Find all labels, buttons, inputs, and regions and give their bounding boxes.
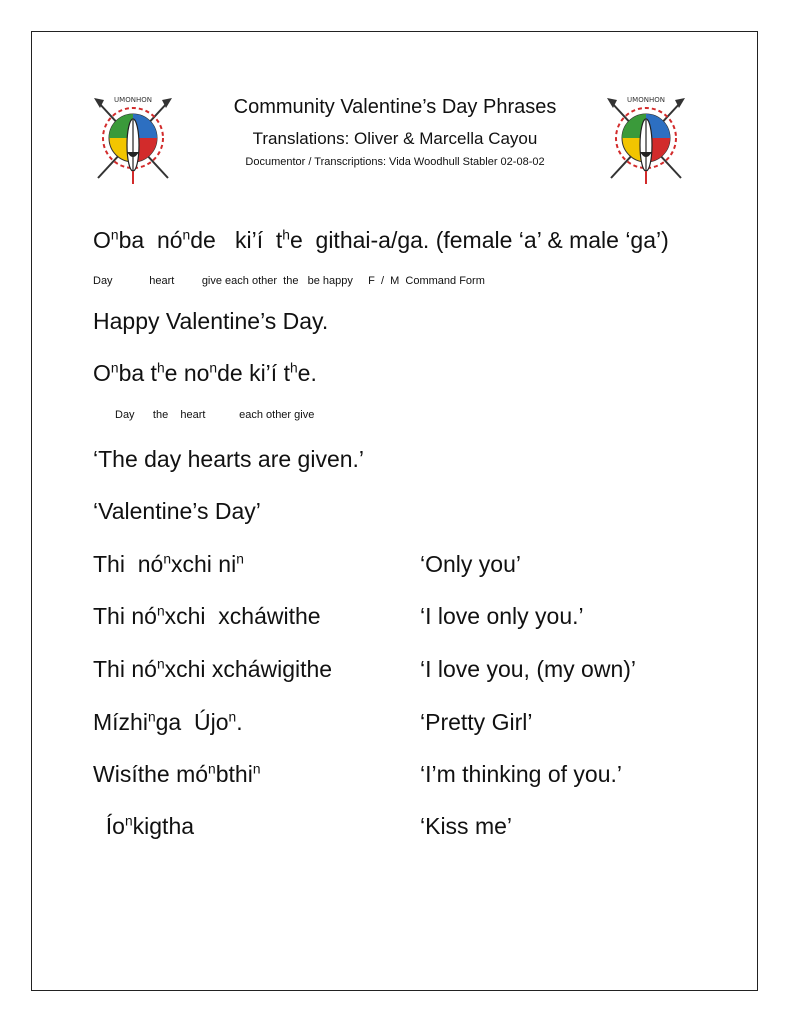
seal-text: UMONHON xyxy=(627,96,665,104)
phrase-omaha: Thi $nó^nxchi$ $ni^n$ xyxy=(93,551,244,577)
phrase-translation: ‘I’m thinking of you.’ xyxy=(420,761,622,787)
phrase-translation: ‘Pretty Girl’ xyxy=(420,709,533,735)
phrase-translation: ‘Only you’ xyxy=(420,551,521,577)
gloss-line-2: Day the heart each other give xyxy=(115,409,315,421)
document-title: Community Valentine’s Day Phrases xyxy=(233,96,557,118)
phrase-line-1: $O^nba$ $nó^nde$ ki’í $t^he$ githai-a/ga. (female ‘a’ & male ‘ga’) xyxy=(93,227,669,253)
gloss-line-1: Day heart give each other the be happy F / M Command Form xyxy=(93,275,485,287)
phrase-omaha: Thi $nó^nxchi$ xcháwigithe xyxy=(93,656,333,682)
day-hearts-given-line: ‘The day hearts are given.’ xyxy=(93,446,365,472)
documentor-credit: Documentor / Transcriptions: Vida Woodhull Stabler 02-08-02 xyxy=(245,156,545,168)
umonhon-seal-logo-right xyxy=(603,90,689,186)
phrase-omaha: Mízhi$^n$ga Újo$^n$. xyxy=(93,709,243,735)
phrase-omaha: Thi $nó^nxchi$ xcháwithe xyxy=(93,603,321,629)
phrase-translation: ‘Kiss me’ xyxy=(420,813,513,839)
phrase-translation: ‘I love only you.’ xyxy=(420,603,584,629)
umonhon-seal-logo-left xyxy=(90,90,176,186)
phrase-omaha: Wisíthe $mó^nbthi^n$ xyxy=(93,761,261,787)
phrase-omaha: $Ío^nkigtha$ xyxy=(93,813,195,839)
seal-text: UMONHON xyxy=(114,96,152,104)
seal-graphic xyxy=(94,96,172,184)
valentines-day-line: ‘Valentine’s Day’ xyxy=(93,498,261,524)
phrase-line-2: $O^nba$ $t^he$ $no^nde$ ki’í $t^he$. xyxy=(93,360,317,386)
phrase-translation: ‘I love you, (my own)’ xyxy=(420,656,637,682)
seal-graphic xyxy=(607,96,685,184)
happy-valentines-line: Happy Valentine’s Day. xyxy=(93,308,329,334)
translations-credit: Translations: Oliver & Marcella Cayou xyxy=(252,129,538,148)
